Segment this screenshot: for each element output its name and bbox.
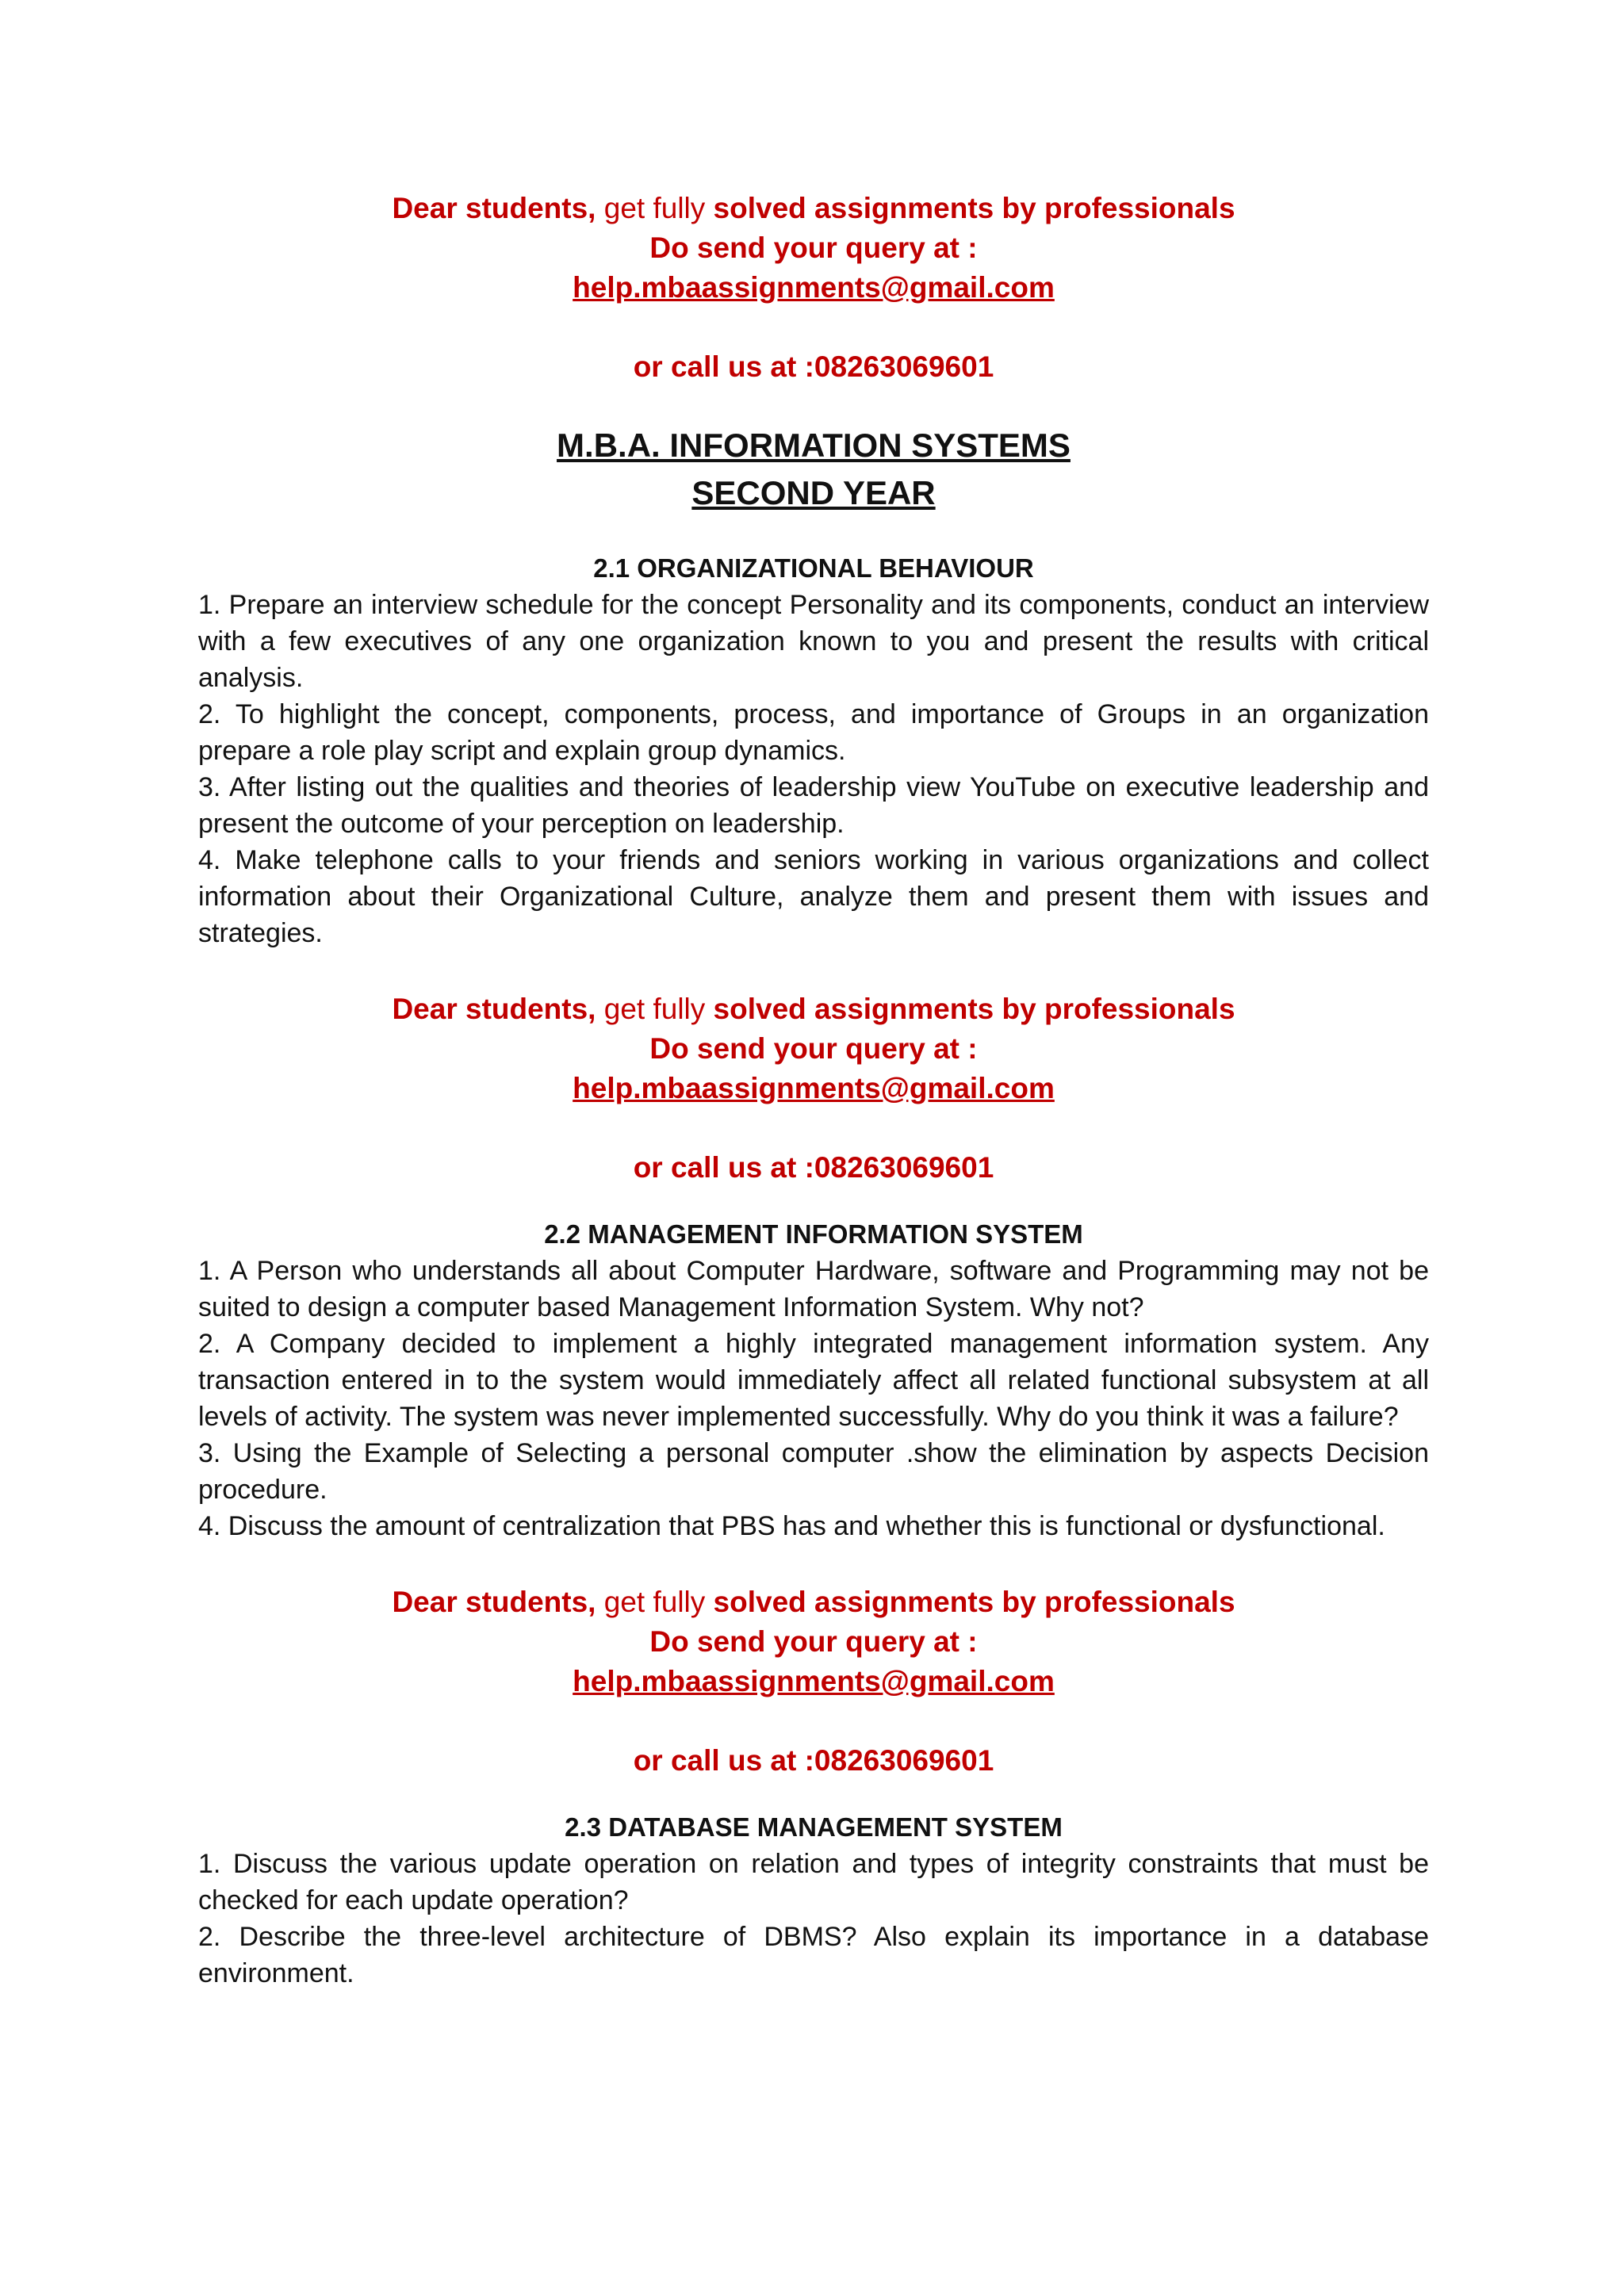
question-item: 1. Prepare an interview schedule for the concept Personality and its components, conduct an interview with a few executives of any one organization known to you and present the results with critical analysis. — [198, 590, 1429, 693]
promo-greeting: Dear students, — [392, 192, 596, 224]
section-management-information-system — [198, 1216, 1429, 1544]
section-heading: 2.3 DATABASE MANAGEMENT SYSTEM — [565, 1812, 1063, 1842]
promo-middle: get fully — [596, 1586, 714, 1618]
promo-highlight: solved assignments by professionals — [713, 192, 1235, 224]
promo-block — [198, 989, 1429, 1188]
promo-email-link[interactable]: help.mbaassignments@gmail.com — [573, 1072, 1055, 1104]
promo-middle: get fully — [596, 993, 714, 1025]
promo-block — [198, 189, 1429, 387]
page-subtitle: SECOND YEAR — [691, 474, 936, 511]
section-heading: 2.1 ORGANIZATIONAL BEHAVIOUR — [593, 553, 1034, 583]
promo-headline — [198, 989, 1429, 1029]
promo-query-line: Do send your query at : — [649, 232, 978, 264]
promo-highlight: solved assignments by professionals — [713, 993, 1235, 1025]
question-item: 3. Using the Example of Selecting a personal computer .show the elimination by aspects Decision procedure. — [198, 1438, 1429, 1505]
promo-headline — [198, 189, 1429, 228]
question-item: 3. After listing out the qualities and theories of leadership view YouTube on executive leadership and present the outcome of your perception on leadership. — [198, 772, 1429, 839]
page-title: M.B.A. INFORMATION SYSTEMS — [557, 427, 1071, 464]
section-organizational-behaviour — [198, 550, 1429, 951]
promo-highlight: solved assignments by professionals — [713, 1586, 1235, 1618]
promo-phone-line: or call us at :08263069601 — [633, 1151, 994, 1184]
promo-greeting: Dear students, — [392, 1586, 596, 1618]
promo-greeting: Dear students, — [392, 993, 596, 1025]
promo-block — [198, 1582, 1429, 1781]
promo-email-link[interactable]: help.mbaassignments@gmail.com — [573, 1665, 1055, 1697]
section-database-management-system — [198, 1809, 1429, 1992]
question-item: 2. Describe the three-level architecture of DBMS? Also explain its importance in a database environment. — [198, 1922, 1429, 1988]
question-item: 4. Discuss the amount of centralization that PBS has and whether this is functional or dysfunctional. — [198, 1511, 1385, 1541]
promo-query-line: Do send your query at : — [649, 1032, 978, 1065]
promo-phone-line: or call us at :08263069601 — [633, 350, 994, 383]
promo-query-line: Do send your query at : — [649, 1625, 978, 1658]
promo-middle: get fully — [596, 192, 714, 224]
promo-phone-line: or call us at :08263069601 — [633, 1744, 994, 1777]
promo-email-link[interactable]: help.mbaassignments@gmail.com — [573, 271, 1055, 304]
question-item: 1. A Person who understands all about Computer Hardware, software and Programming may not be suited to design a computer based Management Information System. Why not? — [198, 1256, 1429, 1322]
question-item: 2. To highlight the concept, components, process, and importance of Groups in an organization prepare a role play script and explain group dynamics. — [198, 699, 1429, 766]
question-item: 2. A Company decided to implement a highly integrated management information system. Any transaction entered in to the system would immediately affect all related functional subsystem at all levels of activity. The system was never implemented successfully. Why do you think it was a failure? — [198, 1329, 1429, 1432]
promo-headline — [198, 1582, 1429, 1622]
section-heading: 2.2 MANAGEMENT INFORMATION SYSTEM — [544, 1219, 1083, 1249]
question-item: 1. Discuss the various update operation on relation and types of integrity constraints that must be checked for each update operation? — [198, 1849, 1429, 1915]
question-item: 4. Make telephone calls to your friends and seniors working in various organizations and collect information about their Organizational Culture, analyze them and present them with issues and strategies. — [198, 845, 1429, 948]
